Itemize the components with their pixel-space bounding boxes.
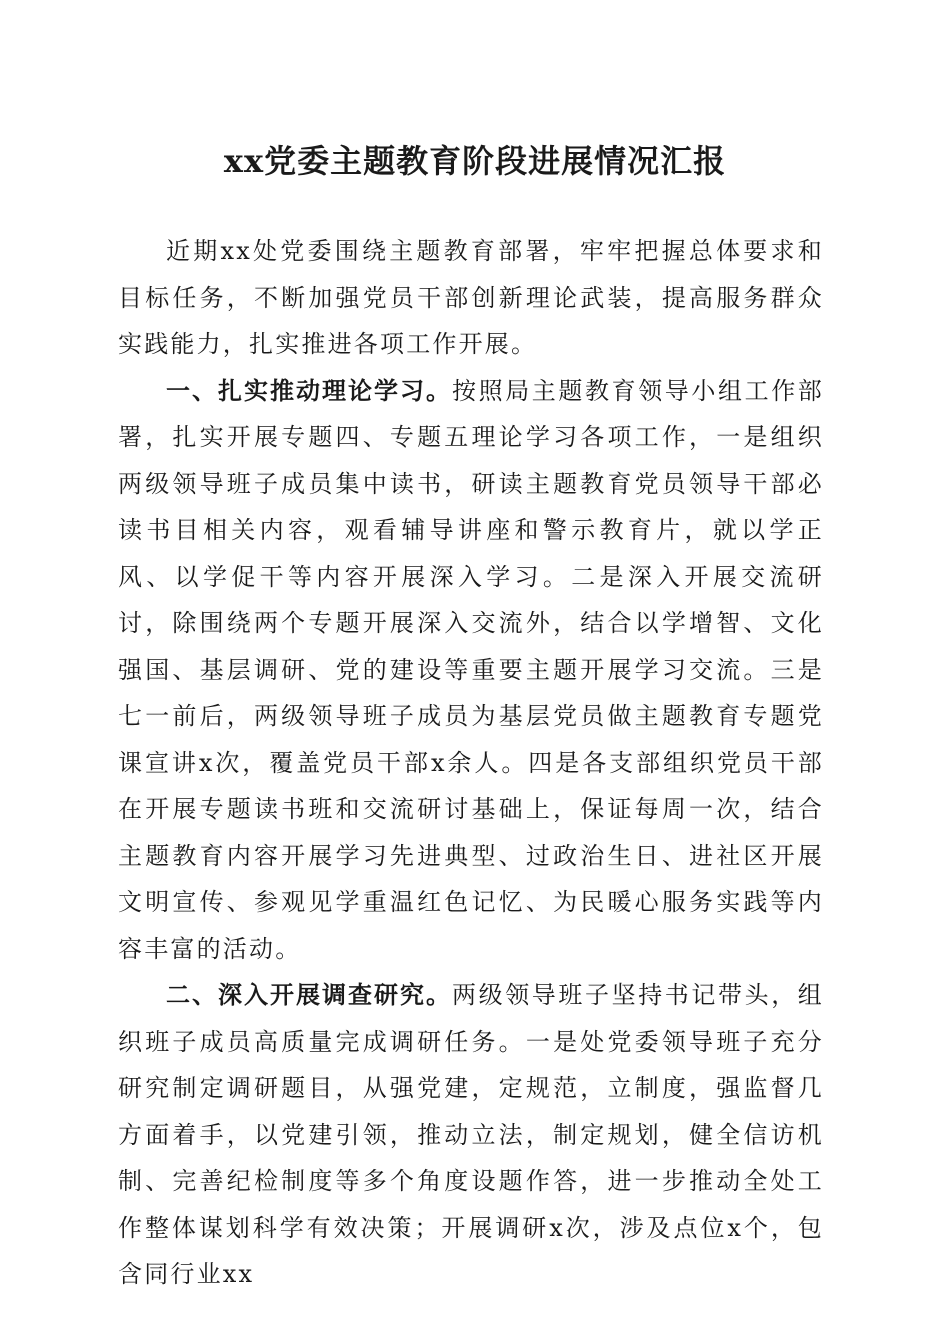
section-heading-2: 二、深入开展调查研究。 — [166, 980, 452, 1009]
section-paragraph-2 — [118, 972, 824, 1298]
intro-paragraph: 近期xx处党委围绕主题教育部署，牢牢把握总体要求和目标任务，不断加强党员干部创新理论武装，提高服务群众实践能力，扎实推进各项工作开展。 — [118, 237, 824, 358]
section-body-1: 按照局主题教育领导小组工作部署，扎实开展专题四、专题五理论学习各项工作，一是组织两级领导班子成员集中读书，研读主题教育党员领导干部必读书目相关内容，观看辅导讲座和警示教育片，就以学正风、以学促干等内容开展深入学习。二是深入开展交流研讨，除围绕两个专题开展深入交流外，结合以学增智、文化强国、基层调研、党的建设等重要主题开展学习交流。三是七一前后，两级领导班子成员为基层党员做主题教育专题党课宣讲x次，覆盖党员干部x余人。四是各支部组织党员干部在开展专题读书班和交流研讨基础上，保证每周一次，结合主题教育内容开展学习先进典型、过政治生日、进社区开展文明宣传、参观见学重温红色记忆、为民暖心服务实践等内容丰富的活动。 — [118, 376, 824, 963]
section-paragraph-1 — [118, 368, 824, 973]
document-title: xx党委主题教育阶段进展情况汇报 — [223, 142, 727, 180]
section-heading-1: 一、扎实推动理论学习。 — [166, 375, 452, 405]
section-body-2: 两级领导班子坚持书记带头，组织班子成员高质量完成调研任务。一是处党委领导班子充分研究制定调研题目，从强党建，定规范，立制度，强监督几方面着手，以党建引领，推动立法，制定规划，健全信访机制、完善纪检制度等多个角度设题作答，进一步推动全处工作整体谋划科学有效决策；开展调研x次，涉及点位x个，包含同行业xx — [118, 981, 824, 1288]
document-body — [118, 228, 824, 1298]
